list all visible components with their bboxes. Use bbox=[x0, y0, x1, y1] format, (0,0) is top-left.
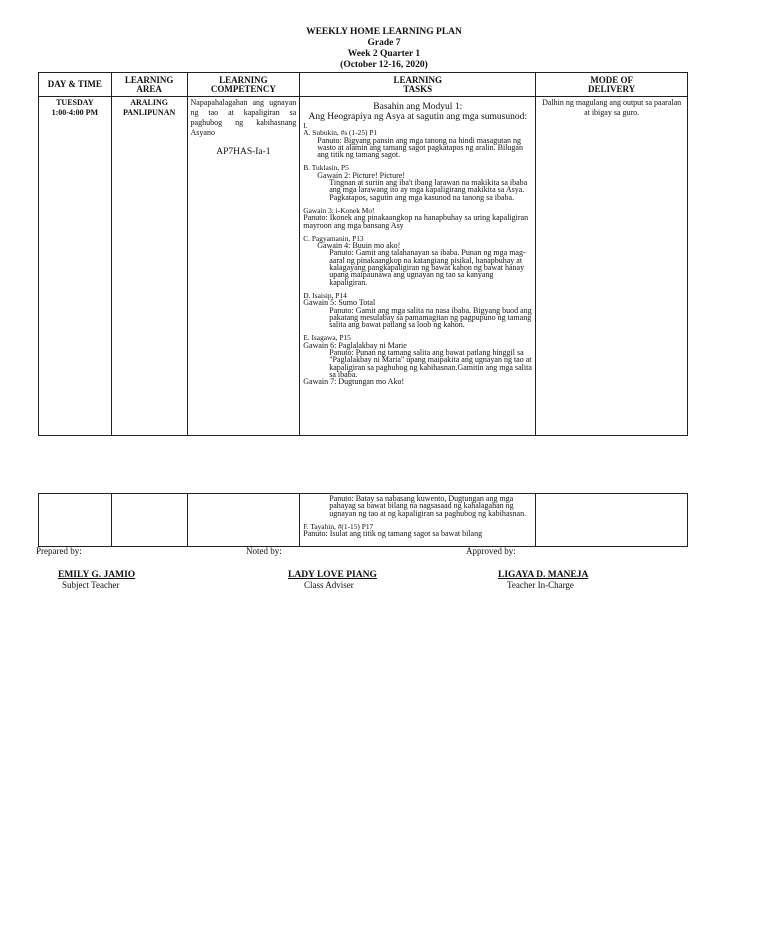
in-charge-role: Teacher In-Charge bbox=[507, 580, 574, 590]
mode-text: Dalhin ng magulang ang output sa paaralan at ibigay sa guro. bbox=[542, 98, 682, 117]
week-label: Week 2 Quarter 1 bbox=[347, 49, 421, 59]
in-charge-name: LIGAYA D. MANEJA bbox=[498, 570, 589, 580]
day-cell bbox=[39, 97, 112, 436]
col-header-area: LEARNING AREA bbox=[111, 73, 187, 97]
competency-cell bbox=[187, 97, 300, 436]
col-header-mode: MODE OF DELIVERY bbox=[536, 73, 688, 97]
col-header-tasks: LEARNING TASKS bbox=[300, 73, 536, 97]
col-header-competency: LEARNING COMPETENCY bbox=[187, 73, 300, 97]
prepared-by-label: Prepared by: bbox=[36, 546, 82, 556]
learning-plan-table bbox=[38, 72, 688, 436]
col-header-day: DAY & TIME bbox=[39, 73, 112, 97]
teacher-name: EMILY G. JAMIO bbox=[58, 570, 136, 580]
doc-title: WEEKLY HOME LEARNING PLAN bbox=[306, 27, 462, 37]
approved-by-label: Approved by: bbox=[466, 546, 516, 556]
noted-by-label: Noted by: bbox=[246, 546, 282, 556]
table-header-row bbox=[39, 73, 688, 97]
date-range: (October 12-16, 2020) bbox=[340, 60, 428, 70]
tasks-cell-continued: Panuto: Batay sa nabasang kuwento, Dugtungan ang mga pahayag sa bawat bilang na nagsasaad ng kahalagahan ng ugnayan ng tao at ng kapaligiran sa paghubog ng kabihasnan. F. Tayahin, #(1-15) P17 Panuto: Isulat ang titik ng tamang sagot sa bawat bilang bbox=[300, 494, 536, 547]
adviser-name: LADY LOVE PIANG bbox=[288, 570, 377, 580]
area-cell: ARALING PANLIPUNAN bbox=[111, 97, 187, 436]
day-label: TUESDAY bbox=[56, 98, 94, 107]
time-label: 1:00-4:00 PM bbox=[51, 108, 99, 117]
grade-label: Grade 7 bbox=[367, 38, 401, 48]
tasks-cell: Basahin ang Modyul 1: Ang Heograpiya ng Asya at sagutin ang mga sumusunod: I. A. Subukin, #s (1-25) P1 Panuto: Bigyang pansin ang mga tanong na hindi masagutan ng wasto at alamin ang tamang sagot pagkatapos ng aralin. Bilugan ang titik ng tamang sagot. B. Tuklasin, P5 Gawain 2: Picture! Picture! Tingnan at suriin ang iba't ibang larawan na makikita sa ibaba ang mga larawang ito ay mga kapaligirang makikita sa Asya. Pagkatapos, sagutin ang mga kasunod na tanong sa ibaba. Gawain 3: i-Konek Mo! Panuto: Ikonek ang pinakaangkop na hanapbuhay sa uring kapaligiran mayroon ang mga bansang Asy C. Pagyamanin, P13 Gawain 4: Buuin mo ako! Panuto: Gamit ang talahanayan sa ibaba. Punan ng mga mag-aaral ng pinakaangkop na katangiang pisikal, hanapbuhay at kalagayang pangkapaligiran ng bawat kahon ng bawat hanay upang maipaunawa ang ugnayan ng tao sa kanyang kapaligiran. D. Isaisip, P14 Gawain 5: Sumo Total Panuto: Gamit ang mga salita na nasa ibaba. Bigyang buod ang pakatang mesulabay sa pamamagitan ng pagpupuno ng tamang salita ang bawat patlang sa loob ng kahon. E. Isagawa, P15 Gawain 6: Paglalakbay ni Marie Panuto: Punan ng tamang salita ang bawat patlang hinggil sa "Paglalakbay ni Maria" upang maipakita ang ugnayan ng tao at kapaligiran sa paghubog ng kabihasnan.Gamitin ang mga salita sa ibaba. Gawain 7: Dugtungan mo Ako! bbox=[300, 97, 536, 436]
table-row bbox=[39, 97, 688, 436]
table-row bbox=[39, 494, 688, 547]
adviser-role: Class Adviser bbox=[304, 580, 354, 590]
teacher-role: Subject Teacher bbox=[62, 580, 120, 590]
competency-code: AP7HAS-Ia-1 bbox=[216, 147, 271, 157]
mode-cell bbox=[536, 97, 688, 436]
continuation-table bbox=[38, 493, 688, 547]
competency-text: Napapahalagahan ang ugnayan ng tao at kapaligiran sa paghubog ng kabihasnang Asyano bbox=[190, 98, 297, 137]
